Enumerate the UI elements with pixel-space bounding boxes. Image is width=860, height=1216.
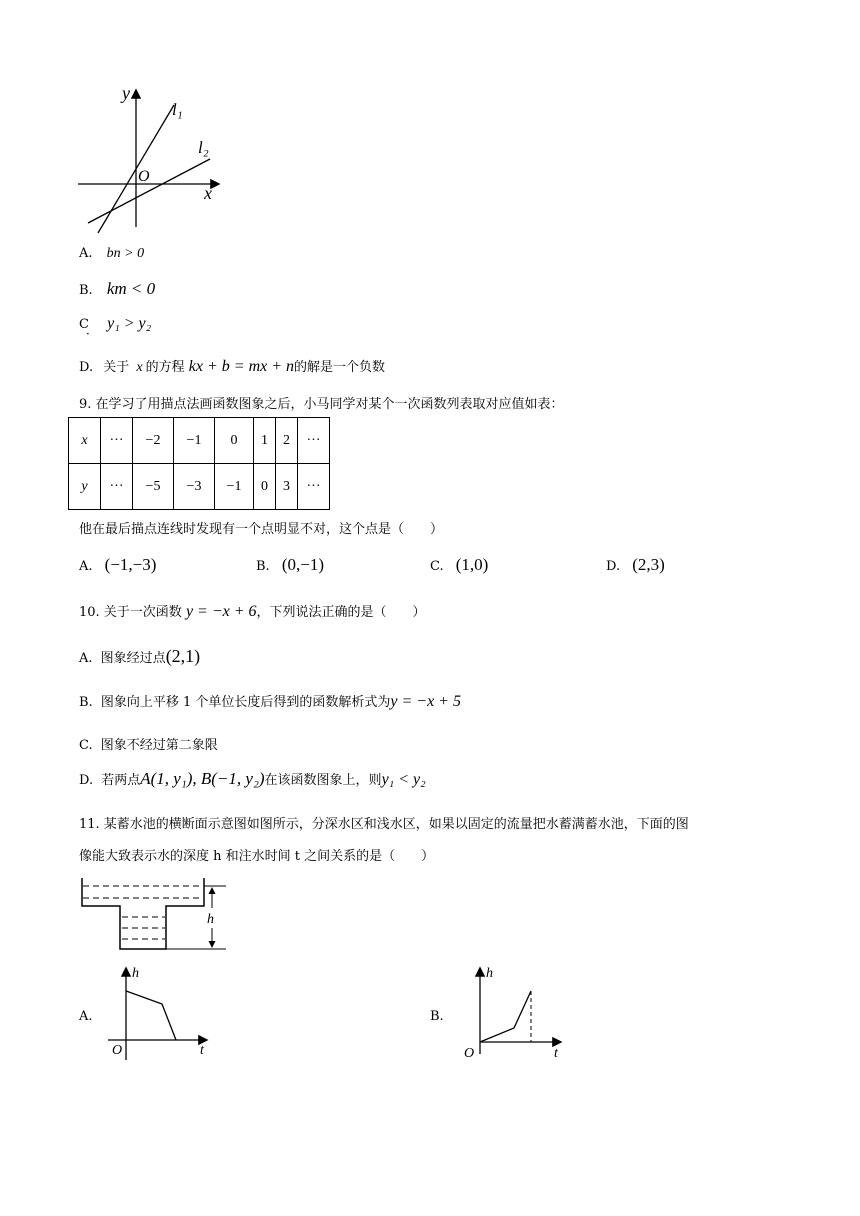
table-cell: 3 — [276, 464, 298, 510]
option-letter: D. — [79, 360, 94, 375]
q9-option-c[interactable] — [430, 555, 488, 575]
q9-value-table — [68, 417, 330, 510]
curve — [126, 991, 176, 1040]
table-cell: −2 — [133, 418, 174, 464]
option-prefix: 图象向上平移 1 个单位长度后得到的函数解析式为 — [100, 695, 391, 710]
option-letter: A. — [79, 559, 93, 574]
table-cell: 0 — [215, 418, 254, 464]
option-suffix: 在该函数图象上，则 — [264, 773, 382, 788]
x-axis-label: t — [200, 1043, 204, 1058]
q9-option-a[interactable] — [79, 555, 156, 575]
q11-option-a-letter[interactable]: A. — [79, 1009, 93, 1024]
x-axis-label: t — [554, 1046, 558, 1061]
option-letter: A. — [79, 246, 93, 261]
q10-stem — [79, 601, 426, 621]
option-letter: C. — [430, 559, 444, 574]
table-cell: −1 — [215, 464, 254, 510]
option-text: (2,3) — [632, 555, 665, 574]
table-cell: 0 — [254, 464, 276, 510]
option-prefix: 图象不经过第二象限 — [100, 738, 218, 753]
q11-stem-line1: 11. 某蓄水池的横断面示意图如图所示，分深水区和浅水区，如果以固定的流量把水蓄满蓄水池，下面的图 — [79, 817, 689, 832]
table-cell: 1 — [254, 418, 276, 464]
origin-label: O — [464, 1046, 475, 1061]
stem-prefix: 10. 关于一次函数 — [79, 605, 182, 620]
table-cell: y — [69, 464, 101, 510]
pool-h-label: h — [207, 912, 214, 927]
q10-option-b[interactable] — [79, 691, 461, 711]
table-cell: −5 — [133, 464, 174, 510]
option-letter: D. — [606, 559, 621, 574]
table-cell: x — [69, 418, 101, 464]
q8-option-a[interactable] — [79, 246, 144, 262]
option-letter: B. — [79, 695, 93, 710]
option-equation: kx + b = mx + n — [188, 358, 295, 375]
q11-option-a-graph — [104, 964, 224, 1064]
option-math2: y₁ < y₂ — [381, 771, 426, 788]
stem-formula: y = −x + 6 — [185, 603, 257, 620]
q9-stem: 9. 在学习了用描点法画函数图象之后，小马同学对某个一次函数列表取对应值如表： — [79, 397, 564, 412]
table-cell: ··· — [298, 464, 330, 510]
q11-option-b-letter[interactable]: B. — [430, 1009, 444, 1024]
q11-option-b-graph — [458, 964, 578, 1064]
option-suffix: 的解是一个负数 — [294, 360, 386, 375]
table-cell: ··· — [101, 418, 133, 464]
option-math: (2,1) — [165, 646, 201, 666]
table-cell: 2 — [276, 418, 298, 464]
option-text: (1,0) — [455, 555, 489, 574]
pool-diagram — [80, 878, 240, 958]
option-letter: B. — [256, 559, 270, 574]
l2-label: l₂ — [198, 138, 209, 157]
option-text: bn > 0 — [106, 246, 145, 261]
q8-option-c[interactable] — [79, 315, 151, 333]
table-row — [69, 464, 330, 510]
option-text: y₁ > y₂ — [107, 315, 152, 332]
option-letter: C. — [79, 738, 93, 753]
q8-option-d[interactable] — [79, 356, 385, 376]
table-cell: ··· — [298, 418, 330, 464]
stem-suffix: ，下列说法正确的是（ ） — [256, 605, 426, 620]
option-prefix: 图象经过点 — [100, 651, 166, 666]
option-var: x — [136, 360, 143, 375]
origin-label: O — [112, 1043, 123, 1058]
q10-option-a[interactable] — [79, 646, 200, 667]
curve — [480, 991, 531, 1042]
option-prefix: 若两点 — [101, 773, 141, 788]
option-text: (0,−1) — [281, 555, 324, 574]
q10-option-c[interactable] — [79, 734, 218, 753]
option-letter: C — [79, 317, 89, 332]
q9-question: 他在最后描点连线时发现有一个点明显不对，这个点是（ ） — [79, 522, 444, 537]
q10-option-d[interactable] — [79, 769, 426, 789]
y-axis-label: y — [122, 83, 130, 103]
option-text: km < 0 — [106, 279, 156, 298]
x-axis-label: x — [204, 183, 212, 203]
option-text: (−1,−3) — [104, 555, 157, 574]
table-row — [69, 418, 330, 464]
option-letter: B. — [79, 283, 93, 298]
q8-option-b[interactable] — [79, 279, 155, 299]
option-prefix: 关于 — [103, 360, 130, 375]
option-letter: A. — [79, 651, 93, 666]
option-mid: 的方程 — [145, 360, 185, 375]
y-axis-label: h — [132, 966, 139, 981]
q8-option-c-dot: · — [86, 327, 90, 341]
option-math: y = −x + 5 — [390, 693, 461, 710]
option-math: A(1, y₁), B(−1, y₂) — [140, 769, 265, 788]
q9-option-d[interactable] — [606, 555, 665, 575]
option-letter: D. — [79, 773, 94, 788]
q9-option-b[interactable] — [256, 555, 324, 575]
table-cell: −3 — [174, 464, 215, 510]
origin-label: O — [138, 168, 150, 185]
q8-graph — [70, 85, 230, 240]
table-cell: −1 — [174, 418, 215, 464]
table-cell: ··· — [101, 464, 133, 510]
q11-stem-line2: 像能大致表示水的深度 h 和注水时间 t 之间关系的是（ ） — [79, 849, 435, 864]
y-axis-label: h — [486, 966, 493, 981]
l1-label: l₁ — [172, 100, 183, 119]
